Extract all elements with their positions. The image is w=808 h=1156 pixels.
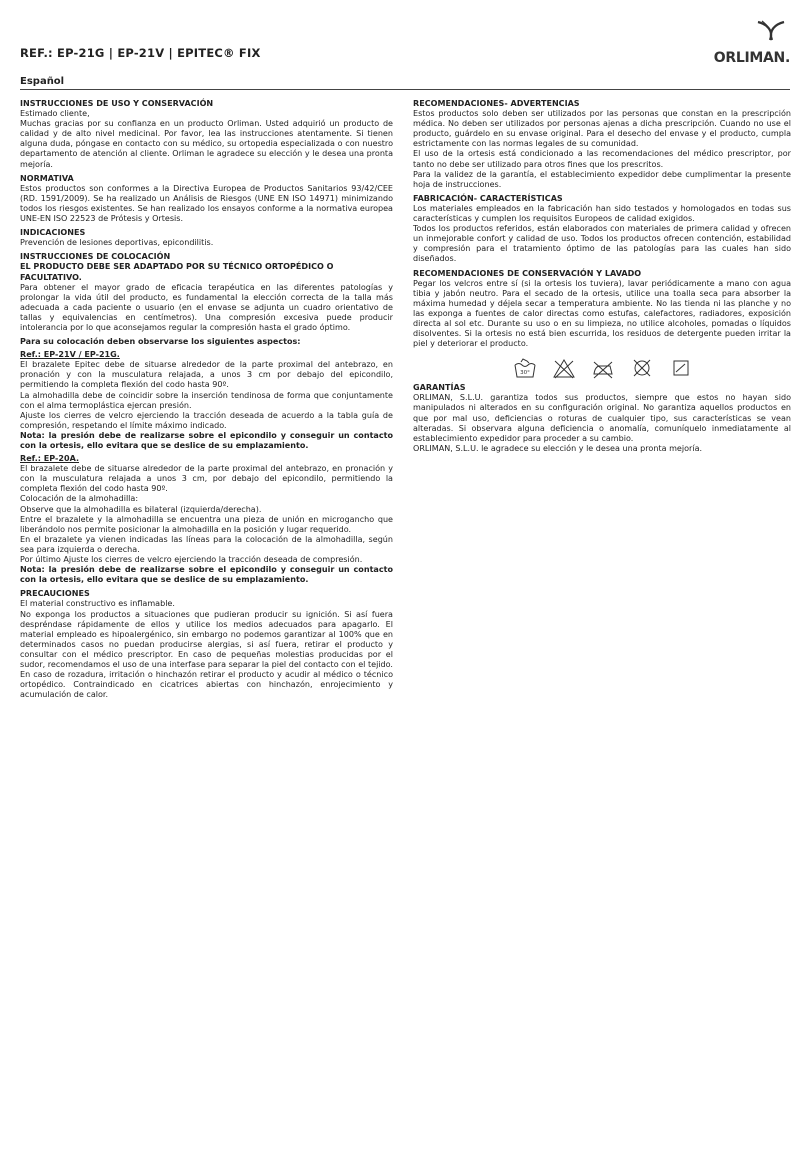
precauciones-paragraph-1: El material constructivo es inflamable.: [20, 599, 175, 609]
ref2-paragraph-2: Colocación de la almohadilla:: [20, 494, 139, 504]
garantias-paragraph-2: ORLIMAN, S.L.U. le agradece su elección y le desea una pronta mejoría.: [413, 443, 703, 453]
right-column: [413, 99, 791, 454]
orliman-logo-mark-icon: [756, 20, 786, 42]
wash-temperature: 30°: [520, 370, 530, 377]
colocacion-paragraph: Para obtener el mayor grado de eficacia terapéutica en las diferentes patologías y prolongar la vida útil del producto, es fundamental la elección correcta de la talla más adecuada a cada paciente o usuario (en el envase se adjunta un cuadro orientativo de tallas y equivalencias en centímetros). Una compresión excesiva puede producir intolerancia por lo que aconsejamos regular la compresión hasta el grado óptimo.: [20, 282, 393, 332]
uso-title: INSTRUCCIONES DE USO Y CONSERVACIÓN: [20, 99, 214, 108]
normativa-paragraph: Estos productos son conformes a la Directiva Europea de Productos Sanitarios 93/42/CEE (RD. 1591/2009). Se ha realizado un Análisis de Riesgos (UNE EN ISO 14971) minimizando todos los riesgos existentes. Se han realizado los ensayos conforme a la normativa europea UNE-EN ISO 22523 de Prótesis y Ortesis.: [20, 183, 393, 224]
left-column: [20, 99, 393, 700]
garantias-paragraph-1: ORLIMAN, S.L.U. garantiza todos sus productos, siempre que estos no hayan sido manipulados ni alterados en su configuración original. No garantiza aquellos productos en que por mal uso, deficiencias o roturas de cualquier tipo, sus características se vean alteradas. Si observara alguna deficiencia o anomalía, comuníquelo inmediatamente al establecimiento expedidor para proceder a su cambio.: [413, 393, 791, 443]
recomendaciones-title: RECOMENDACIONES- ADVERTENCIAS: [413, 99, 580, 108]
hand-wash-30-icon: [513, 357, 537, 379]
recomendaciones-paragraph-3: Para la validez de la garantía, el establecimiento expedidor debe cumplimentar la presente hoja de instrucciones.: [413, 169, 791, 189]
colocacion-title: INSTRUCCIONES DE COLOCACIÓN: [20, 252, 171, 262]
precauciones-title: PRECAUCIONES: [20, 589, 90, 599]
indicaciones-paragraph: Prevención de lesiones deportivas, epicondilitis.: [20, 238, 214, 248]
do-not-dry-clean-icon: [630, 357, 654, 379]
precauciones-paragraph-2: No exponga los productos a situaciones que pudieran producir su ignición. Si así fuera despréndase rápidamente de ellos y utilice los medios adecuados para apagarlo. El material empleado es hipoalergénico, sin embargo no podemos garantizar al 100% que en determinados casos no puedan producirse alergias, si así fuera, retirar el producto y consultar con el médico prescriptor. En caso de pequeñas molestias producidas por el sudor, recomendamos el uso de una interfase para separar la piel del contacto con el tejido. En caso de rozadura, irritación o hinchazón retirar el producto y acudir al médico o técnico ortopédico. Contraindicado en cicatrices abiertas con hinchazón, enrojecimiento y acumulación de calor.: [20, 609, 393, 700]
language-label: Español: [20, 76, 65, 87]
ref2-paragraph-4: Entre el brazalete y la almohadilla se encuentra una pieza de unión en microgancho que liberándolo nos permite posicionar la almohadilla en la posición y lugar requerido.: [20, 514, 393, 534]
recomendaciones-paragraph-2: El uso de la ortesis está condicionado a las recomendaciones del médico prescriptor, por tanto no debe ser utilizado para otros fines que los prescritos.: [413, 149, 791, 169]
document-reference: REF.: EP-21G | EP-21V | EPITEC® FIX: [20, 46, 261, 60]
ref2-paragraph-5: En el brazalete ya vienen indicadas las líneas para la colocación de la almohadilla, según sea para izquierda o derecha.: [20, 534, 393, 554]
do-not-bleach-icon: [552, 357, 576, 379]
colocacion-warning: EL PRODUCTO DEBE SER ADAPTADO POR SU TÉCNICO ORTOPÉDICO O FACULTATIVO.: [20, 262, 334, 282]
fabricacion-paragraph-2: Todos los productos referidos, están elaborados con materiales de primera calidad y ofrecen un inmejorable confort y calidad de uso. Todos los productos ofrecen contención, estabilidad y compresión para el tratamiento óptimo de las patologías para las cuales han sido diseñados.: [413, 224, 791, 264]
header-divider: [20, 89, 790, 90]
fabricacion-title: FABRICACIÓN- CARACTERÍSTICAS: [413, 193, 563, 203]
ref1-paragraph-2: La almohadilla debe de coincidir sobre la inserción tendinosa de forma que conjuntamente con el alma termoplástica ejercan presión.: [20, 390, 393, 410]
conservacion-title: RECOMENDACIONES DE CONSERVACIÓN Y LAVADO: [413, 268, 642, 278]
ref1-paragraph-1: El brazalete Epitec debe de situarse alrededor de la parte proximal del antebrazo, en pronación y con la musculatura relajada, a unos 3 cm por debajo del epicondilo, permitiendo la completa flexión del codo hasta 90º.: [20, 360, 393, 390]
ref2-paragraph-6: Por último Ajuste los cierres de velcro ejerciendo la tracción deseada de compresión.: [20, 555, 363, 565]
orliman-logo: [710, 20, 790, 66]
garantias-title: GARANTÍAS: [413, 383, 466, 393]
greeting: Estimado cliente,: [20, 109, 90, 119]
ref1-note: Nota: la presión debe de realizarse sobre el epicondilo y conseguir un contacto con la ortesis, ello evitara que se deslice de su emplazamiento.: [20, 430, 393, 450]
conservacion-paragraph: Pegar los velcros entre sí (si la ortesis los tuviera), lavar periódicamente a mano con agua tibia y jabón neutro. Para el secado de la ortesis, utilice una toalla seca para absorber la máxima humedad y déjela secar a temperatura ambiente. No las tienda ni las planche y no las exponga a fuentes de calor directas como estufas, calefactores, radiadores, exposición directa al sol etc. Durante su uso o en su limpieza, no utilice alcoholes, pomadas o líquidos disolventes. Si la ortesis no está bien escurrida, los residuos de detergente pueden irritar la piel y deteriorar el producto.: [413, 278, 791, 349]
intro-paragraph: Muchas gracias por su confianza en un producto Orliman. Usted adquirió un producto de calidad y de alto nivel medicinal. Por favor, lea las instrucciones atentamente. Si tienen alguna duda, póngase en contacto con su médico, su ortopedia especializada o con nuestro departamento de atención al cliente. Orliman le agradece su elección y le desea una pronta mejoría.: [20, 119, 393, 169]
care-symbols: [513, 357, 693, 379]
ref1-heading: Ref.: EP-21V / EP-21G.: [20, 350, 120, 360]
ref2-paragraph-3: Observe que la almohadilla es bilateral (izquierda/derecha).: [20, 504, 262, 514]
ref2-note: Nota: la presión debe de realizarse sobre el epicondilo y conseguir un contacto con la ortesis, ello evitara que se deslice de su emplazamiento.: [20, 565, 393, 585]
do-not-tumble-dry-icon: [669, 357, 693, 379]
indicaciones-title: INDICACIONES: [20, 228, 86, 238]
ref2-heading: Ref.: EP-20A.: [20, 454, 80, 464]
aspectos-title: Para su colocación deben observarse los siguientes aspectos:: [20, 337, 301, 347]
ref1-paragraph-3: Ajuste los cierres de velcro ejerciendo la tracción deseada de acuerdo a la tabla guía de compresión, respetando el límite máximo indicado.: [20, 410, 393, 430]
ref2-paragraph-1: El brazalete debe de situarse alrededor de la parte proximal del antebrazo, en pronación y con la musculatura relajada a unos 3 cm, por debajo del epicondilo, permitiendo la completa flexión del codo hasta 90º.: [20, 464, 393, 494]
recomendaciones-paragraph-1: Estos productos solo deben ser utilizados por las personas que constan en la prescripción médica. No deben ser utilizados por personas ajenas a dicha prescripción. Cuando no use el producto, guárdelo en su envase original. Para el desecho del envase y el producto, cumpla estrictamente con las normas legales de su comunidad.: [413, 109, 791, 149]
do-not-iron-icon: [591, 357, 615, 379]
brand-name: ORLIMAN.: [713, 50, 790, 66]
fabricacion-paragraph-1: Los materiales empleados en la fabricación han sido testados y homologados en todas sus características y cumplen los requisitos Europeos de calidad exigidos.: [413, 203, 791, 224]
normativa-title: NORMATIVA: [20, 173, 74, 183]
